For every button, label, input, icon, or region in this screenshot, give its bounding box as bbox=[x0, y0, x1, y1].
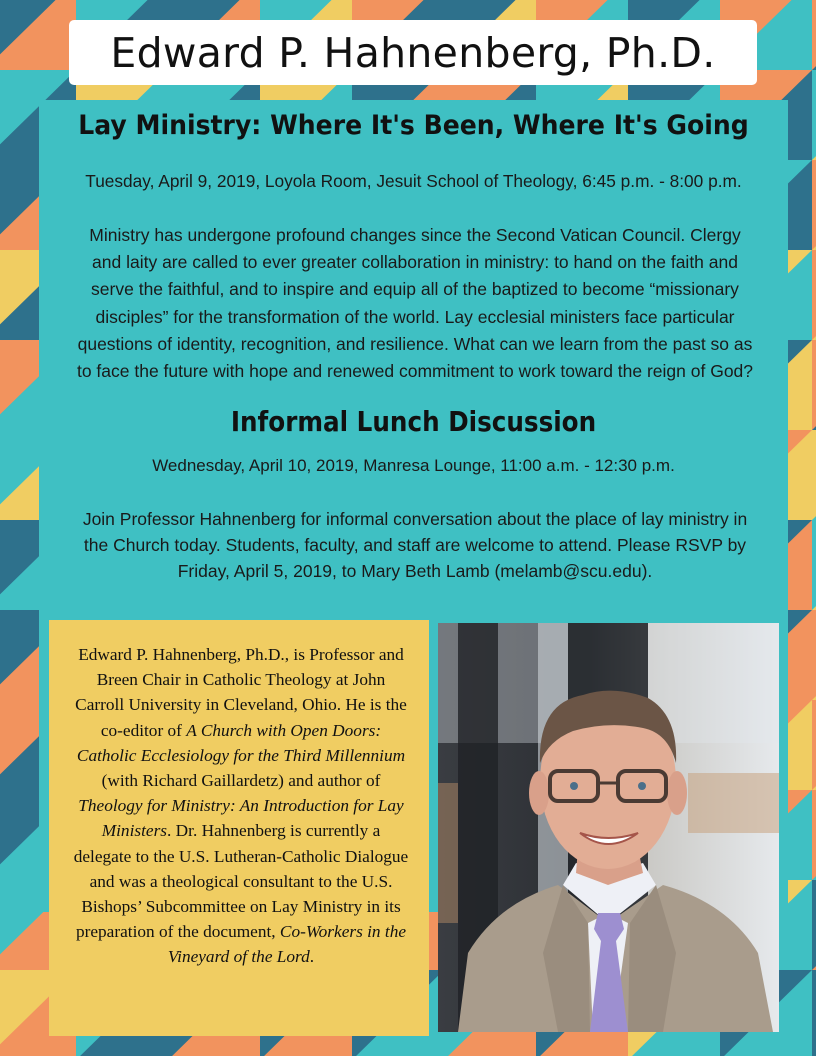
lunch-date-location: Wednesday, April 10, 2019, Manresa Lounge, 11:00 a.m. - 12:30 p.m. bbox=[152, 456, 675, 475]
document-title-co-workers: Co-Workers in the Vineyard of the Lord bbox=[167, 922, 407, 967]
speaker-photo bbox=[438, 623, 779, 1032]
bio-text: (with Richard Gaillardetz) and author of bbox=[101, 771, 381, 791]
talk-description-line: to face the future with hope and renewed commitment to work toward the reign of God? bbox=[76, 361, 754, 382]
talk-description-line: and laity are called to ever greater collaboration in ministry: to hand on the faith and bbox=[92, 252, 738, 273]
talk-description-line: Ministry has undergone profound changes since the Second Vatican Council. Clergy bbox=[89, 225, 741, 245]
lunch-description-line: Friday, April 5, 2019, to Mary Beth Lamb (melamb@scu.edu). bbox=[177, 561, 653, 581]
talk-date-location: Tuesday, April 9, 2019, Loyola Room, Jesuit School of Theology, 6:45 p.m. - 8:00 p.m. bbox=[85, 171, 742, 191]
talk-description-line: questions of identity, recognition, and resilience. What can we learn from the past so as bbox=[77, 333, 753, 354]
speaker-bio-box bbox=[49, 620, 429, 1036]
book-title-theology-for-ministry: Theology for Ministry: An Introduction for Lay Ministers bbox=[78, 796, 404, 841]
lunch-description-line: Join Professor Hahnenberg for informal conversation about the place of lay ministry in bbox=[82, 509, 748, 529]
bio-text: . Dr. Hahnenberg is currently a delegate to the U.S. Lutheran-Catholic Dialogue and was a theological consultant to the U.S. Bishops’ Subcommittee on Lay Ministry in its preparation of the document, bbox=[73, 821, 409, 942]
talk-description bbox=[45, 222, 785, 385]
lunch-title: Informal Lunch Discussion bbox=[230, 405, 597, 438]
bio-text: Edward P. Hahnenberg, Ph.D., is Professor and Breen Chair in Catholic Theology at John Carroll University in Cleveland, Ohio. He is the co-editor of bbox=[75, 645, 407, 740]
bio-text: . bbox=[309, 947, 315, 967]
talk-description-line: serve the faithful, and to inspire and equip all of the baptized to become “missionary bbox=[91, 279, 739, 300]
lunch-description bbox=[45, 506, 785, 584]
speaker-name: Edward P. Hahnenberg, Ph.D. bbox=[110, 28, 716, 77]
lunch-description-line: the Church today. Students, faculty, and staff are welcome to attend. Please RSVP by bbox=[83, 535, 747, 555]
book-title-church-open-doors: A Church with Open Doors: Catholic Ecclesiology for the Third Millennium bbox=[76, 720, 406, 765]
portrait-illustration bbox=[438, 623, 779, 1032]
talk-title: Lay Ministry: Where It's Been, Where It's Going bbox=[78, 110, 749, 141]
speaker-bio bbox=[73, 642, 409, 970]
talk-description-line: disciples” for the transformation of the world. Lay ecclesial ministers face particular bbox=[95, 306, 735, 327]
speaker-name-banner bbox=[69, 20, 757, 85]
